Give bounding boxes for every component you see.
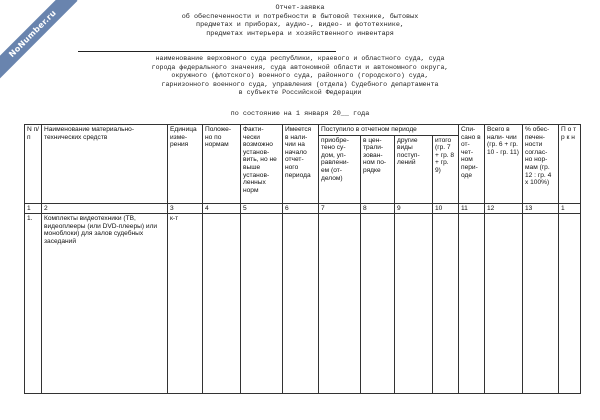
table-row bbox=[25, 214, 581, 394]
title-line-1: Отчет-заявка bbox=[275, 4, 325, 12]
row-cell-empty bbox=[283, 214, 319, 394]
header-actual: Факти- чески возможно установ- вить, но не выше установ- ленных норм bbox=[241, 125, 283, 204]
row-cell-empty bbox=[319, 214, 361, 394]
header-acquired: приобре- тено су- дом, уп- равлени- ем (от- делом) bbox=[319, 135, 361, 203]
header-total: итого (гр. 7 + гр. 8 + гр. 9) bbox=[433, 135, 459, 203]
row-num: 1. bbox=[25, 214, 42, 394]
header-percent: % обес- печен- ности соглас- но нор- мам (гр. 12 : гр. 4 x 100%) bbox=[523, 125, 559, 204]
site-watermark: NoNumber.ru bbox=[0, 0, 78, 79]
header-need-partial: П о т р к н bbox=[559, 125, 581, 204]
column-number: 8 bbox=[361, 203, 395, 214]
row-cell-empty bbox=[203, 214, 241, 394]
title-line-2: об обеспеченности и потребности в бытовой технике, бытовых bbox=[181, 12, 419, 21]
row-cell-empty bbox=[433, 214, 459, 394]
header-written-off: Спи- сано в от- чет- ном пери- оде bbox=[459, 125, 485, 204]
column-number: 12 bbox=[485, 203, 523, 214]
row-cell-empty bbox=[395, 214, 433, 394]
description-line-4: гарнизонного военного суда, управления (отдела) Судебного департамента bbox=[161, 80, 439, 88]
column-number: 1 bbox=[25, 203, 42, 214]
column-number: 3 bbox=[168, 203, 203, 214]
header-num: N п/п bbox=[25, 125, 42, 204]
column-number: 6 bbox=[283, 203, 319, 214]
title-line-3: предметах и приборах, аудио-, видео- и фототехнике, bbox=[195, 21, 405, 30]
description-line-2: города федерального значения, суда автономной области и автономного округа, bbox=[151, 63, 449, 71]
column-number-row bbox=[25, 203, 581, 214]
column-number: 5 bbox=[241, 203, 283, 214]
column-number: 9 bbox=[395, 203, 433, 214]
column-number: 2 bbox=[42, 203, 168, 214]
row-cell-empty bbox=[559, 214, 581, 394]
row-name: Комплекты видеотехники (ТВ, видеоплееры (или DVD-плееры) или моноблоки) для залов судебных заседаний bbox=[42, 214, 168, 394]
header-available: Имеется в нали- чии на начало отчет- ного периода bbox=[283, 125, 319, 204]
fill-in-line bbox=[78, 51, 336, 52]
row-cell-empty bbox=[241, 214, 283, 394]
header-central: в цен- трали- зован- ном по- рядке bbox=[361, 135, 395, 203]
column-number: 10 bbox=[433, 203, 459, 214]
header-other: другие виды поступ- лений bbox=[395, 135, 433, 203]
header-received-group: Поступило в отчетном периоде bbox=[319, 125, 459, 136]
report-date: по состоянию на 1 января 20__ года bbox=[230, 110, 370, 118]
column-number: 1 bbox=[559, 203, 581, 214]
report-table bbox=[24, 124, 581, 394]
row-unit: к-т bbox=[168, 214, 203, 394]
title-line-4: предметах интерьера и хозяйственного инвентаря bbox=[206, 29, 394, 38]
description-line-3: окружного (флотского) военного суда, районного (городского) суда, bbox=[171, 72, 429, 79]
row-cell-empty bbox=[485, 214, 523, 394]
header-norm: Положе- но по нормам bbox=[203, 125, 241, 204]
header-in-stock: Всего в нали- чии (гр. 6 + гр. 10 - гр. 11) bbox=[485, 125, 523, 204]
document-title bbox=[0, 4, 600, 38]
row-cell-empty bbox=[459, 214, 485, 394]
row-cell-empty bbox=[523, 214, 559, 394]
header-unit: Единица изме- рения bbox=[168, 125, 203, 204]
header-name: Наименование материально-технических средств bbox=[42, 125, 168, 204]
column-number: 13 bbox=[523, 203, 559, 214]
column-number: 7 bbox=[319, 203, 361, 214]
description-line-1: наименование верховного суда республики, краевого и областного суда, суда bbox=[155, 55, 445, 62]
column-number: 4 bbox=[203, 203, 241, 214]
row-cell-empty bbox=[361, 214, 395, 394]
column-number: 11 bbox=[459, 203, 485, 214]
court-description bbox=[0, 55, 600, 98]
description-line-5: в субъекте Российской Федерации bbox=[238, 89, 362, 96]
